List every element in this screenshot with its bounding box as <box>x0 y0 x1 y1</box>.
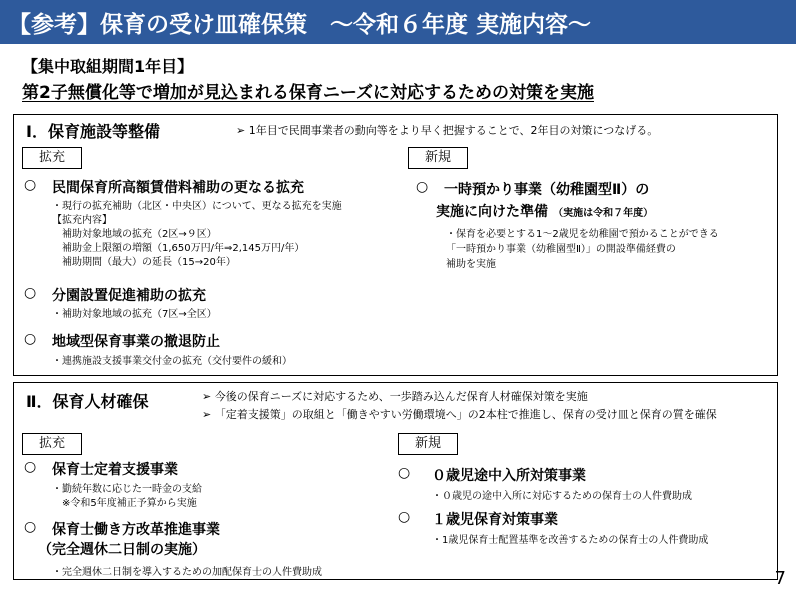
tag-expand: 拡充 <box>22 433 82 455</box>
item-detail: ・1歳児保育士配置基準を改善するための保育士の人件費助成 <box>432 535 709 546</box>
section-note-text: 今後の保育ニーズに対応するため、一歩踏み込んだ保育人材確保対策を実施 <box>214 390 588 403</box>
arrow-icon: ➢ <box>236 124 246 137</box>
section-title: Ⅰ．保育施設等整備 <box>26 122 160 141</box>
item-detail: ・現行の拡充補助（北区・中央区）について、更なる拡充を実施 <box>52 201 342 212</box>
arrow-icon: ➢ <box>202 390 212 403</box>
headline: 第2子無償化等で増加が見込まれる保育ニーズに対応するための対策を実施 <box>22 83 594 103</box>
item-title: 分園設置促進補助の拡充 <box>52 288 206 304</box>
item-title: 地域型保育事業の撤退防止 <box>52 334 220 350</box>
page-number: 7 <box>774 568 786 589</box>
bullet-circle-icon: ○ <box>24 459 37 475</box>
arrow-icon: ➢ <box>202 408 212 421</box>
item-detail: 補助を実施 <box>446 259 496 270</box>
tag-new: 新規 <box>408 147 468 169</box>
item-title: 保育士定着支援事業 <box>52 462 178 478</box>
bullet-circle-icon: ○ <box>24 285 37 301</box>
title-bar <box>0 0 796 44</box>
item-detail: ・勤続年数に応じた一時金の支給 <box>52 484 202 495</box>
section-facilities <box>13 114 778 376</box>
new-item-title: 一時預かり事業（幼稚園型Ⅱ）の <box>444 182 650 198</box>
bullet-circle-icon: ○ <box>398 465 411 481</box>
section-note <box>202 406 717 422</box>
item-detail: 補助金上限額の増額（1,650万円/年⇒2,145万円/年） <box>62 243 305 254</box>
section-note-text: 1年目で民間事業者の動向等をより早く把握することで、2年目の対策につなげる。 <box>248 124 659 137</box>
bullet-circle-icon: ○ <box>24 177 37 193</box>
item-subtitle: （完全週休二日制の実施） <box>38 542 206 558</box>
item-title: 保育士働き方改革推進事業 <box>52 522 220 538</box>
item-detail: ・０歳児の途中入所に対応するための保育士の人件費助成 <box>432 491 692 502</box>
item-title: 民間保育所高額賃借料補助の更なる拡充 <box>52 180 304 196</box>
bullet-circle-icon: ○ <box>24 519 37 535</box>
section-note <box>236 122 658 138</box>
item-detail: ・保育を必要とする1～2歳児を幼稚園で預かることができる <box>446 229 719 240</box>
item-detail: 補助対象地域の拡充（2区→９区） <box>62 229 217 240</box>
item-title: １歳児保育対策事業 <box>432 512 558 528</box>
bullet-circle-icon: ○ <box>24 331 37 347</box>
item-detail: 【拡充内容】 <box>52 215 112 226</box>
period-heading: 【集中取組期間1年目】 <box>22 57 194 76</box>
page-title: 【参考】保育の受け皿確保策 ～令和６年度 実施内容～ <box>8 12 592 38</box>
item-detail: ・連携施設支援事業交付金の拡充（交付要件の緩和） <box>52 356 292 367</box>
section-note-text: 「定着支援策」の取組と「働きやすい労働環境へ」の2本柱で推進し、保育の受け皿と保育の質を確保 <box>214 408 717 421</box>
new-item-title-line2: 実施に向けた準備 （実施は令和７年度） <box>436 204 654 220</box>
bullet-circle-icon: ○ <box>416 179 429 195</box>
section-note <box>202 388 588 404</box>
item-detail: 「一時預かり事業（幼稚園型Ⅱ）」の開設準備経費の <box>446 244 676 255</box>
section-title: Ⅱ．保育人材確保 <box>26 392 149 411</box>
item-detail: ・完全週休二日制を導入するための加配保育士の人件費助成 <box>52 567 322 578</box>
tag-new: 新規 <box>398 433 458 455</box>
section-staffing <box>13 382 778 580</box>
item-detail: ※令和5年度補正予算から実施 <box>62 498 197 509</box>
bullet-circle-icon: ○ <box>398 509 411 525</box>
item-detail: 補助期間（最大）の延長（15→20年） <box>62 257 236 268</box>
tag-expand: 拡充 <box>22 147 82 169</box>
item-title: ０歳児途中入所対策事業 <box>432 468 586 484</box>
item-detail: ・補助対象地域の拡充（7区→全区） <box>52 309 217 320</box>
new-item-title-note: （実施は令和７年度） <box>553 208 654 219</box>
